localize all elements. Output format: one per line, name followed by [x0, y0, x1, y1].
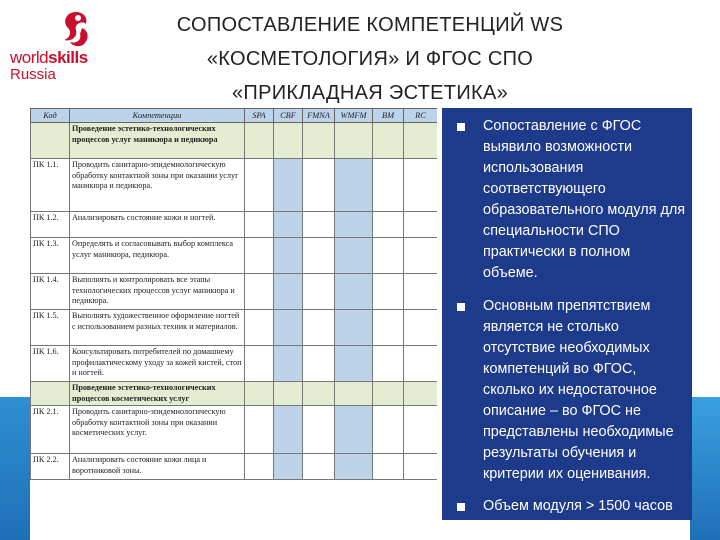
- match-cell: [245, 238, 274, 274]
- decor-left-bar: [0, 397, 30, 540]
- match-cell: [404, 274, 438, 310]
- match-cell: [303, 310, 335, 346]
- match-cell: [404, 406, 438, 454]
- match-cell: [303, 212, 335, 238]
- table-row: [31, 159, 438, 212]
- table-row: [31, 238, 438, 274]
- competency-code: ПК 1.6.: [31, 346, 70, 382]
- bullet-text-3: Объем модуля > 1500 часов: [483, 498, 673, 514]
- match-cell: [274, 346, 303, 382]
- match-cell: [404, 212, 438, 238]
- match-cell: [373, 123, 404, 159]
- competency-code: ПК 2.1.: [31, 406, 70, 454]
- competency-text: Анализировать состояние кожи и ногтей.: [70, 212, 245, 238]
- table-body: [31, 123, 438, 480]
- column-header: CBF: [274, 109, 303, 123]
- match-cell: [373, 406, 404, 454]
- match-cell: [245, 310, 274, 346]
- match-cell: [335, 406, 373, 454]
- logo-text-russia: Russia: [10, 66, 56, 83]
- match-cell: [335, 382, 373, 406]
- match-cell: [245, 274, 274, 310]
- column-header: FMNA: [303, 109, 335, 123]
- match-cell: [274, 310, 303, 346]
- match-cell: [373, 310, 404, 346]
- match-cell: [245, 212, 274, 238]
- title-line-3: «ПРИКЛАДНАЯ ЭСТЕТИКА»: [231, 82, 509, 104]
- match-cell: [335, 212, 373, 238]
- table-group-row: [31, 382, 438, 406]
- match-cell: [335, 454, 373, 480]
- competency-text: Проведение эстетико-технологических процессов косметических услуг: [70, 382, 245, 406]
- match-cell: [245, 123, 274, 159]
- match-cell: [274, 238, 303, 274]
- match-cell: [303, 238, 335, 274]
- match-cell: [274, 274, 303, 310]
- match-cell: [245, 159, 274, 212]
- match-cell: [245, 382, 274, 406]
- match-cell: [274, 123, 303, 159]
- competency-text: Проводить санитарно-эпидемиологическую обработку контактной зоны при оказании косметических услуг.: [70, 406, 245, 454]
- match-cell: [274, 454, 303, 480]
- match-cell: [303, 346, 335, 382]
- competency-text: Проведение эстетико-технологических процессов услуг маникюра и педикюра: [70, 123, 245, 159]
- title-line-1: СОПОСТАВЛЕНИЕ КОМПЕТЕНЦИЙ WS: [176, 14, 564, 36]
- column-header: BM: [373, 109, 404, 123]
- match-cell: [373, 238, 404, 274]
- square-bullet-icon: [457, 303, 465, 311]
- match-cell: [404, 310, 438, 346]
- match-cell: [274, 159, 303, 212]
- table-row: [31, 454, 438, 480]
- match-cell: [335, 238, 373, 274]
- match-cell: [373, 454, 404, 480]
- column-header: Компетенции: [70, 109, 245, 123]
- competency-code: ПК 1.3.: [31, 238, 70, 274]
- bullet-text-2: Основным препятствием является не столько отсутствие необходимых компетенций во ФГОС, сколько их недостаточное описание – во ФГОС не представлены необходимые результаты обучения и критерии их оценивания.: [483, 298, 674, 482]
- match-cell: [373, 346, 404, 382]
- match-cell: [335, 123, 373, 159]
- conclusions-panel: [442, 108, 692, 520]
- competency-code: ПК 2.2.: [31, 454, 70, 480]
- competency-text: Консультировать потребителей по домашнему профилактическому уходу за кожей кистей, стоп и ногтей.: [70, 346, 245, 382]
- competency-code: [31, 382, 70, 406]
- match-cell: [303, 406, 335, 454]
- decor-right-bar: [690, 397, 720, 540]
- match-cell: [245, 454, 274, 480]
- table-row: [31, 274, 438, 310]
- slide-title: [110, 8, 630, 110]
- worldskills-emblem-icon: [56, 8, 96, 50]
- title-line-2: «КОСМЕТОЛОГИЯ» И ФГОС СПО: [206, 48, 534, 70]
- match-cell: [335, 346, 373, 382]
- column-header: RC: [404, 109, 438, 123]
- competency-code: [31, 123, 70, 159]
- match-cell: [373, 159, 404, 212]
- table-row: [31, 212, 438, 238]
- match-cell: [373, 212, 404, 238]
- competency-text: Выполнять и контролировать все этапы технологических процессов услуг маникюра и педикюра.: [70, 274, 245, 310]
- match-cell: [274, 212, 303, 238]
- table-row: [31, 310, 438, 346]
- match-cell: [335, 274, 373, 310]
- match-cell: [335, 159, 373, 212]
- bullet-text-1: Сопоставление с ФГОС выявило возможности использования соответствующего образовательного модуля для специальности СПО практически в полном объеме.: [483, 118, 686, 281]
- competency-code: ПК 1.1.: [31, 159, 70, 212]
- match-cell: [373, 274, 404, 310]
- competency-text: Анализировать состояние кожи лица и воротниковой зоны.: [70, 454, 245, 480]
- match-cell: [274, 382, 303, 406]
- match-cell: [303, 274, 335, 310]
- competency-table: [30, 108, 437, 520]
- competency-code: ПК 1.2.: [31, 212, 70, 238]
- match-cell: [303, 382, 335, 406]
- table-row: [31, 406, 438, 454]
- competency-code: ПК 1.5.: [31, 310, 70, 346]
- competency-text: Выполнять художественное оформление ногтей с использованием разных техник и материалов.: [70, 310, 245, 346]
- competency-text: Проводить санитарно-эпидемиологическую обработку контактной зоны при оказании услуг маникюра и педикюра.: [70, 159, 245, 212]
- match-cell: [404, 454, 438, 480]
- table-row: [31, 346, 438, 382]
- match-cell: [303, 159, 335, 212]
- column-header: WMFM: [335, 109, 373, 123]
- match-cell: [245, 346, 274, 382]
- match-cell: [404, 238, 438, 274]
- match-cell: [245, 406, 274, 454]
- match-cell: [303, 123, 335, 159]
- column-header: Код: [31, 109, 70, 123]
- logo-text-worldskills: worldskills: [10, 48, 88, 67]
- table-header-row: [31, 109, 438, 123]
- competency-code: ПК 1.4.: [31, 274, 70, 310]
- match-cell: [404, 382, 438, 406]
- table-group-row: [31, 123, 438, 159]
- match-cell: [274, 406, 303, 454]
- match-cell: [404, 346, 438, 382]
- square-bullet-icon: [457, 503, 465, 511]
- column-header: SPA: [245, 109, 274, 123]
- competency-text: Определять и согласовывать выбор комплекса услуг маникюра, педикюра.: [70, 238, 245, 274]
- match-cell: [335, 310, 373, 346]
- worldskills-logo: [8, 6, 120, 84]
- match-cell: [373, 382, 404, 406]
- match-cell: [404, 159, 438, 212]
- square-bullet-icon: [457, 123, 465, 131]
- match-cell: [303, 454, 335, 480]
- match-cell: [404, 123, 438, 159]
